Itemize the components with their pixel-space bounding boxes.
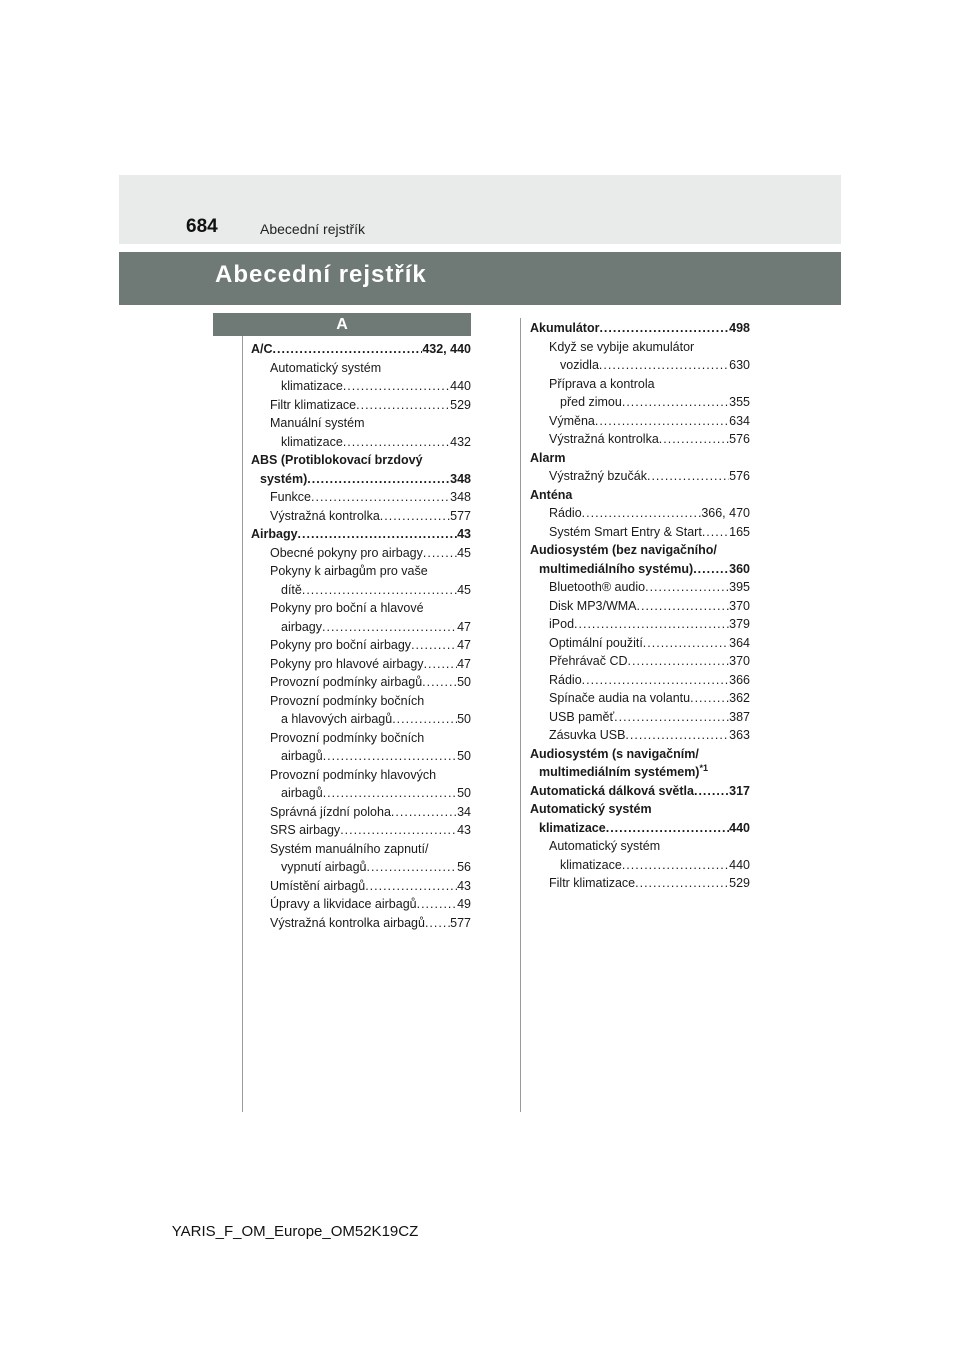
index-term: Audiosystém (s navigačním/ [530, 746, 699, 761]
index-term: Bluetooth® audio [549, 580, 646, 594]
index-entry [251, 766, 471, 785]
page-reference: 348 [450, 490, 471, 504]
index-term: Systém Smart Entry & Start [549, 524, 702, 539]
index-entry [251, 914, 471, 933]
index-entry [251, 562, 471, 581]
dot-leader [311, 488, 450, 507]
index-term: USB paměť [549, 709, 615, 724]
index-term: Provozní podmínky bočních [270, 730, 425, 745]
index-column-right [530, 319, 750, 893]
left-column-rule [242, 336, 243, 1112]
index-term: dítě [281, 582, 302, 597]
index-term: Pokyny k airbagům pro vaše [270, 564, 428, 578]
index-entry [530, 467, 750, 486]
dot-leader [599, 356, 729, 375]
index-term: airbagy [281, 619, 322, 634]
index-term: Automatická dálková světla [530, 783, 694, 798]
index-term: Zásuvka USB [549, 728, 626, 742]
index-entry [530, 560, 750, 579]
index-term: Výstražný bzučák [549, 469, 647, 483]
index-term: Pokyny pro boční a hlavové [270, 601, 424, 615]
index-entry [530, 504, 750, 523]
index-term: Provozní podmínky airbagů [270, 675, 423, 689]
index-entry [530, 486, 750, 505]
index-entry [530, 856, 750, 875]
index-term: Automatický systém [549, 839, 661, 853]
dot-leader [622, 393, 729, 412]
page-reference: 379 [729, 617, 750, 631]
index-term: Výstražná kontrolka [270, 508, 380, 523]
page-reference: 47 [457, 638, 471, 652]
index-entry [251, 821, 471, 840]
dot-leader [323, 784, 457, 803]
index-term: Správná jízdní poloha [270, 804, 391, 819]
index-term: airbagů [281, 786, 323, 800]
index-term: klimatizace [281, 434, 343, 449]
index-term: SRS airbagy [270, 823, 341, 837]
page-reference: 49 [457, 897, 471, 911]
page-reference: 360 [729, 561, 750, 576]
index-term: multimediálním systémem)$^{*1}$ [539, 763, 708, 779]
index-entry [251, 433, 471, 452]
dot-leader [595, 412, 729, 431]
page-reference: 370 [729, 598, 750, 613]
index-entry [530, 708, 750, 727]
page-reference: 348 [450, 471, 471, 486]
index-entry [530, 578, 750, 597]
index-term: Anténa [530, 487, 573, 502]
index-entry [530, 763, 750, 782]
dot-leader [423, 544, 457, 563]
page-reference: 529 [450, 397, 471, 412]
index-term: vypnutí airbagů [281, 860, 367, 874]
index-entry [530, 430, 750, 449]
title-band [119, 252, 841, 305]
dot-leader [307, 470, 450, 489]
index-entry [530, 874, 750, 893]
index-entry [530, 671, 750, 690]
dot-leader [582, 504, 702, 523]
page-reference: 43 [457, 527, 471, 541]
index-entry [251, 803, 471, 822]
right-column-rule [520, 318, 521, 1112]
dot-leader [424, 655, 458, 674]
page-reference: 47 [457, 656, 471, 671]
page-reference: 576 [729, 469, 750, 483]
dot-leader [606, 819, 729, 838]
dot-leader [645, 578, 729, 597]
page-reference: 529 [729, 876, 750, 890]
index-term: Optimální použití [549, 635, 643, 650]
index-entry [251, 359, 471, 378]
index-term: před zimou [560, 395, 622, 409]
dot-leader [647, 467, 729, 486]
page-reference: 317 [729, 783, 750, 798]
dot-leader [622, 856, 729, 875]
dot-leader [694, 782, 729, 801]
dot-leader [356, 396, 450, 415]
index-term: iPod [549, 617, 575, 631]
dot-leader [614, 708, 729, 727]
header-band [119, 175, 841, 244]
index-term: Filtr klimatizace [549, 876, 636, 890]
index-term: Alarm [530, 450, 566, 465]
dot-leader [417, 895, 457, 914]
page-reference: 45 [457, 582, 471, 597]
header-section-title: Abecední rejstřík [260, 221, 366, 237]
index-term: Systém manuálního zapnutí/ [270, 841, 429, 856]
index-term: multimediálního systému) [539, 561, 694, 576]
page-reference: 50 [457, 712, 471, 726]
index-term: Když se vybije akumulátor [549, 339, 695, 354]
index-entry [530, 745, 750, 764]
index-entry [251, 895, 471, 914]
page-reference: 387 [729, 709, 750, 724]
dot-leader [625, 726, 729, 745]
index-term: Audiosystém (bez navigačního/ [530, 543, 717, 557]
index-column-left [251, 340, 471, 932]
index-entry [530, 634, 750, 653]
index-term: a hlavových airbagů [281, 712, 393, 726]
page-reference: 432 [450, 434, 471, 449]
index-entry [251, 544, 471, 563]
index-entry [530, 652, 750, 671]
page-reference: 34 [457, 804, 471, 819]
page-reference: 370 [729, 654, 750, 668]
index-term: A/C [251, 342, 273, 356]
index-entry [530, 800, 750, 819]
page-reference: 43 [457, 823, 471, 837]
page-reference: 366 [729, 672, 750, 687]
index-entry [251, 581, 471, 600]
page-reference: 577 [450, 508, 471, 523]
index-term: Provozní podmínky hlavových [270, 767, 437, 782]
dot-leader [574, 615, 729, 634]
dot-leader [302, 581, 457, 600]
page-reference: 56 [457, 860, 471, 874]
index-term: Umístění airbagů [270, 878, 366, 893]
page-title: Abecední rejstřík [215, 261, 427, 288]
index-entry [251, 507, 471, 526]
page-reference: 440 [729, 857, 750, 872]
index-entry [251, 692, 471, 711]
page-reference: 355 [729, 395, 750, 409]
index-entry [530, 541, 750, 560]
dot-leader [380, 507, 450, 526]
index-entry [251, 618, 471, 637]
dot-leader [298, 525, 458, 544]
page-reference: 576 [729, 432, 750, 446]
page-reference: 498 [729, 321, 750, 335]
index-term: Výstražná kontrolka airbagů [270, 915, 425, 930]
index-term: Disk MP3/WMA [549, 598, 637, 613]
index-term: Manuální systém [270, 416, 365, 430]
dot-leader [643, 634, 729, 653]
index-entry [530, 356, 750, 375]
index-term: Automatický systém [530, 802, 652, 816]
index-entry [530, 523, 750, 542]
index-entry [251, 840, 471, 859]
dot-leader [422, 673, 457, 692]
index-entry [530, 689, 750, 708]
page-reference: 634 [729, 413, 750, 428]
page-reference: 432, 440 [422, 342, 471, 356]
index-term: Pokyny pro hlavové airbagy [270, 656, 424, 671]
index-term: Pokyny pro boční airbagy [270, 638, 412, 652]
index-term: airbagů [281, 749, 323, 763]
page-reference: 47 [457, 619, 471, 634]
index-entry [251, 470, 471, 489]
index-entry [530, 782, 750, 801]
index-entry [530, 319, 750, 338]
letter-section-bar [213, 313, 471, 336]
page-reference: 362 [729, 691, 750, 705]
index-entry [251, 747, 471, 766]
index-term: Úpravy a likvidace airbagů [270, 897, 417, 911]
dot-leader [366, 858, 457, 877]
index-term: Příprava a kontrola [549, 376, 655, 391]
dot-leader [635, 874, 729, 893]
index-term: Funkce [270, 490, 311, 504]
index-term: Spínače audia na volantu [549, 691, 691, 705]
dot-leader [343, 433, 450, 452]
footnote-marker: *1 [699, 763, 708, 773]
dot-leader [425, 914, 450, 933]
page-reference: 577 [450, 915, 471, 930]
index-entry [251, 710, 471, 729]
page-reference: 630 [729, 358, 750, 372]
index-entry [251, 636, 471, 655]
index-entry [530, 449, 750, 468]
index-term: Automatický systém [270, 360, 382, 375]
index-term: Airbagy [251, 527, 298, 541]
section-letter: A [336, 316, 348, 333]
index-entry [251, 525, 471, 544]
dot-leader [582, 671, 729, 690]
index-entry [530, 837, 750, 856]
index-term: Výměna [549, 413, 595, 428]
page-reference: 440 [450, 379, 471, 393]
index-entry [530, 726, 750, 745]
index-entry [251, 488, 471, 507]
dot-leader [343, 377, 450, 396]
index-term: Rádio [549, 672, 582, 687]
index-term: Provozní podmínky bočních [270, 693, 425, 708]
dot-leader [690, 689, 729, 708]
index-term: klimatizace [539, 820, 606, 835]
index-term: vozidla [560, 358, 599, 372]
page-reference: 364 [729, 635, 750, 650]
page-number: 684 [186, 216, 218, 237]
index-entry [251, 729, 471, 748]
index-term: Filtr klimatizace [270, 397, 357, 412]
index-entry [251, 655, 471, 674]
document-code: YARIS_F_OM_Europe_OM52K19CZ [171, 1223, 419, 1240]
page-reference: 50 [457, 675, 471, 689]
index-term: klimatizace [281, 379, 343, 393]
page-reference: 165 [729, 524, 750, 539]
index-entry [251, 858, 471, 877]
index-term: ABS (Protiblokovací brzdový [251, 453, 423, 467]
dot-leader [702, 523, 729, 542]
page-reference: 50 [457, 786, 471, 800]
dot-leader [411, 636, 457, 655]
index-term: Obecné pokyny pro airbagy [270, 545, 423, 560]
index-entry [530, 819, 750, 838]
dot-leader [273, 340, 423, 359]
index-entry [530, 597, 750, 616]
dot-leader [365, 877, 457, 896]
index-entry [251, 396, 471, 415]
page-reference: 395 [729, 580, 750, 594]
index-term: klimatizace [560, 857, 622, 872]
index-entry [251, 377, 471, 396]
index-term: Výstražná kontrolka [549, 432, 659, 446]
page-reference: 363 [729, 728, 750, 742]
dot-leader [340, 821, 457, 840]
dot-leader [599, 319, 729, 338]
index-entry [251, 414, 471, 433]
dot-leader [659, 430, 729, 449]
index-entry [530, 615, 750, 634]
index-term: Přehrávač CD [549, 654, 628, 668]
index-entry [251, 784, 471, 803]
index-term: Akumulátor [530, 321, 600, 335]
index-term: Rádio [549, 506, 582, 520]
dot-leader [391, 803, 457, 822]
index-entry [251, 599, 471, 618]
dot-leader [637, 597, 730, 616]
page-reference: 43 [457, 878, 471, 893]
dot-leader [392, 710, 457, 729]
index-entry [251, 340, 471, 359]
dot-leader [628, 652, 730, 671]
index-entry [251, 673, 471, 692]
index-entry [251, 877, 471, 896]
index-entry [251, 451, 471, 470]
dot-leader [322, 618, 457, 637]
index-entry [530, 338, 750, 357]
page-reference: 45 [457, 545, 471, 560]
index-term: systém) [260, 471, 308, 486]
dot-leader [323, 747, 457, 766]
page-reference: 50 [457, 749, 471, 763]
page-reference: 366, 470 [701, 506, 750, 520]
index-entry [530, 412, 750, 431]
page-reference: 440 [729, 820, 750, 835]
index-entry [530, 375, 750, 394]
dot-leader [693, 560, 729, 579]
index-entry [530, 393, 750, 412]
